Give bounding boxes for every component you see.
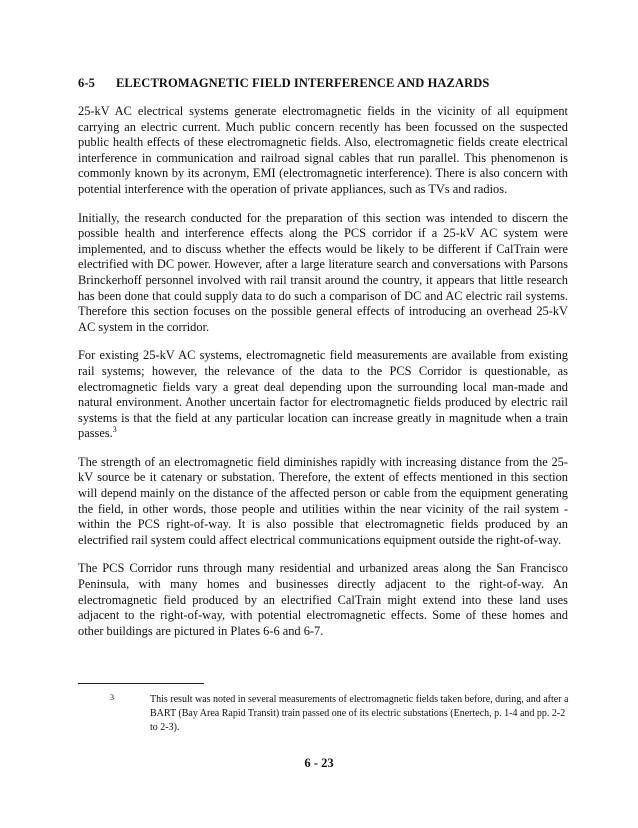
footnote-reference: 3 bbox=[112, 425, 117, 435]
page-number: 6 - 23 bbox=[304, 756, 334, 770]
paragraph-5: The PCS Corridor runs through many residential and urbanized areas along the San Francisco Peninsula, with many homes and businesses directly adjacent to the right-of-way. An electromagnetic field produced by an electrified CalTrain might extend into these land uses adjacent to the right-of-way, with potential electromagnetic effects. Some of these homes and other buildings are pictured in Plates 6-6 and 6-7. bbox=[78, 561, 568, 638]
paragraph-1: 25-kV AC electrical systems generate electromagnetic fields in the vicinity of all equipment carrying an electric current. Much public concern recently has been focussed on the suspected public health effects of these electromagnetic fields. Also, electromagnetic fields create electrical interference in communication and railroad signal cables that run parallel. This phenomenon is commonly known by its acronym, EMI (electromagnetic interference). There is also concern with potential interference with the operation of private appliances, such as TVs and radios. bbox=[78, 104, 568, 196]
paragraph-3-text: For existing 25-kV AC systems, electromagnetic field measurements are available from existing rail systems; however, the relevance of the data to the PCS Corridor is questionable, as electromagnetic fields vary a great deal depending upon the surrounding local man-made and natural environment. Another uncertain factor for electromagnetic fields produced by electric rail systems is that the field at any particular location can increase greatly in magnitude when a train passes. bbox=[78, 348, 568, 441]
section-number: 6-5 bbox=[78, 76, 95, 90]
paragraph-2: Initially, the research conducted for the preparation of this section was intended to discern the possible health and interference effects along the PCS corridor if a 25-kV AC system were implemented, and to discuss whether the effects would be likely to be different if CalTrain were electrified with DC power. However, after a large literature search and conversations with Parsons Brinckerhoff personnel involved with rail transit around the country, it appears that little research has been done that could supply data to do such a comparison of DC and AC electric rail systems. Therefore this section focuses on the possible general effects of introducing an overhead 25-kV AC system in the corridor. bbox=[78, 210, 568, 334]
section-heading bbox=[78, 76, 489, 91]
footnote-text: This result was noted in several measurements of electromagnetic fields taken before, during, and after a BART (Bay Area Rapid Transit) train passed one of its electric substations (Enertech, p. 1-4 and pp. 2-2 to 2-3). bbox=[150, 694, 569, 733]
section-title: ELECTROMAGNETIC FIELD INTERFERENCE AND HAZARDS bbox=[116, 76, 490, 90]
paragraph-4: The strength of an electromagnetic field diminishes rapidly with increasing distance from the 25-kV source be it catenary or substation. Therefore, the extent of effects mentioned in this section will depend mainly on the distance of the affected person or cable from the equipment generating the field, in other words, those people and utilities within the near vicinity of the rail system - within the PCS right-of-way. It is also possible that electromagnetic fields produced by an electrified rail system could affect electrical communications equipment outside the right-of-way. bbox=[78, 454, 568, 547]
footnote-divider bbox=[78, 683, 204, 684]
paragraph-3 bbox=[78, 348, 568, 442]
footnote-mark: 3 bbox=[110, 693, 114, 702]
body-text bbox=[78, 104, 568, 652]
